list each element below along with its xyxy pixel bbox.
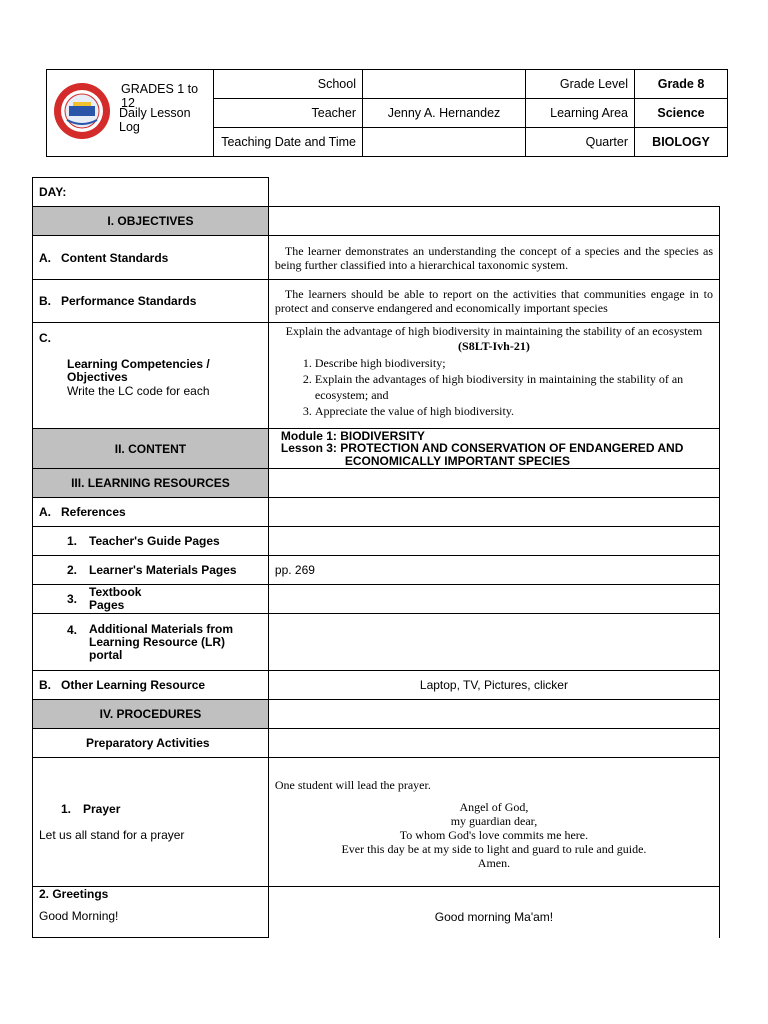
competencies-label: Learning Competencies / Objectives: [67, 357, 210, 384]
grades-label: GRADES 1 to 12: [121, 82, 199, 110]
competencies-code: (S8LT-Ivh-21): [458, 339, 530, 353]
additional-materials-row: [33, 614, 720, 671]
quarter-label: Quarter: [526, 128, 635, 157]
references-cell: [33, 498, 269, 527]
resources-header-row: [33, 469, 720, 498]
additional-materials-value: [268, 614, 719, 671]
other-resource-row: [33, 671, 720, 700]
content-standards-text: The learner demonstrates an understanding the concept of a species and the species as being further classified into a hierarchical taxonomic system.: [268, 236, 719, 280]
prayer-heading: [39, 802, 262, 816]
school-label: School: [214, 70, 363, 99]
performance-standards-row: [33, 280, 720, 323]
content-row: [33, 429, 720, 469]
competency-item: 2. Explain the advantages of high biodiversity in maintaining the stability of an ecosystem; and: [315, 371, 713, 403]
preparatory-row: [33, 729, 720, 758]
textbook-cell: [33, 585, 269, 614]
content-cell: [268, 429, 719, 469]
references-value: [268, 498, 719, 527]
additional-materials-label: Additional Materials from Learning Resource (LR) portal: [89, 621, 234, 662]
prayer-line: Angel of God,: [459, 800, 529, 814]
learning-area-label: Learning Area: [526, 99, 635, 128]
content-standards-letter: A.: [39, 250, 51, 265]
greetings-row: [33, 887, 720, 938]
objectives-value: [268, 207, 719, 236]
objectives-heading: I. OBJECTIVES: [33, 207, 269, 236]
preparatory-label: Preparatory Activities: [33, 729, 269, 758]
prayer-sub: Let us all stand for a prayer: [39, 828, 185, 842]
teachers-guide-cell: [33, 527, 269, 556]
prayer-line: Amen.: [477, 856, 511, 870]
prayer-num: 1.: [61, 802, 72, 816]
prayer-verse: [275, 800, 713, 870]
prayer-line: Ever this day be at my side to light and guard to rule and guide.: [341, 842, 647, 856]
references-letter: A.: [39, 505, 51, 519]
greetings-reply: Good morning Ma'am!: [268, 887, 719, 938]
textbook-label: Textbook Pages: [89, 585, 142, 612]
competencies-list: [275, 355, 713, 419]
day-label: DAY:: [33, 178, 269, 207]
other-resource-letter: B.: [39, 678, 51, 692]
performance-standards-text: The learners should be able to report on the activities that communities engage in to protect and conserve endangered and economically important species: [268, 280, 719, 323]
deped-seal-icon: [53, 82, 111, 140]
prayer-line: my guardian dear,: [450, 814, 538, 828]
school-value: [363, 70, 526, 99]
prayer-label: Prayer: [83, 802, 121, 816]
other-resource-label: Other Learning Resource: [61, 678, 206, 692]
greetings-sub: Good Morning!: [39, 909, 119, 923]
teachers-guide-label: Teacher's Guide Pages: [89, 534, 220, 548]
header-table: [46, 69, 728, 157]
performance-standards-cell: [33, 280, 269, 323]
competencies-main: Explain the advantage of high biodiversity in maintaining the stability of an ecosystem: [285, 324, 703, 338]
header-logo-cell: [47, 70, 214, 157]
content-lesson: Lesson 3: PROTECTION AND CONSERVATION OF ENDANGERED AND: [280, 441, 684, 456]
content-standards-row: [33, 236, 720, 280]
procedures-value: [268, 700, 719, 729]
grade-level-value: Grade 8: [635, 70, 728, 99]
teacher-label: Teacher: [214, 99, 363, 128]
teaching-date-value: [363, 128, 526, 157]
content-module: Module 1: BIODIVERSITY: [280, 428, 425, 443]
resources-heading: III. LEARNING RESOURCES: [33, 469, 269, 498]
teachers-guide-row: [33, 527, 720, 556]
prayer-lead: One student will lead the prayer.: [274, 778, 431, 792]
references-label: References: [61, 505, 126, 519]
prayer-row: [33, 758, 720, 887]
learners-materials-num: 2.: [67, 563, 78, 577]
textbook-row: [33, 585, 720, 614]
procedures-header-row: [33, 700, 720, 729]
greetings-cell: [33, 887, 269, 938]
textbook-num: 3.: [67, 592, 78, 606]
learners-materials-cell: [33, 556, 269, 585]
prayer-line: To whom God's love commits me here.: [399, 828, 589, 842]
lesson-log-table: [32, 177, 720, 938]
teacher-value: Jenny A. Hernandez: [363, 99, 526, 128]
other-resource-value: Laptop, TV, Pictures, clicker: [268, 671, 719, 700]
learners-materials-label: Learner's Materials Pages: [89, 563, 237, 577]
teachers-guide-num: 1.: [67, 534, 78, 548]
learners-materials-row: [33, 556, 720, 585]
day-row: [33, 178, 720, 207]
performance-standards-letter: B.: [39, 294, 51, 308]
day-value: [268, 178, 719, 207]
greetings-label: 2. Greetings: [39, 887, 109, 901]
learning-area-value: Science: [635, 99, 728, 128]
preparatory-value: [268, 729, 719, 758]
prayer-text-cell: [268, 758, 719, 887]
quarter-value: BIOLOGY: [635, 128, 728, 157]
content-heading: II. CONTENT: [33, 429, 269, 469]
learners-materials-value: pp. 269: [268, 556, 719, 585]
content-lesson-cont: ECONOMICALLY IMPORTANT SPECIES: [344, 453, 571, 468]
textbook-value: [268, 585, 719, 614]
competencies-letter: C.: [39, 331, 51, 345]
resources-value: [268, 469, 719, 498]
teaching-date-label: Teaching Date and Time: [214, 128, 363, 157]
competency-item: 3. Appreciate the value of high biodiversity.: [315, 403, 713, 419]
competencies-text-cell: [268, 323, 719, 429]
competencies-cell: [33, 323, 269, 429]
prayer-cell: [33, 758, 269, 887]
competency-item: 1. Describe high biodiversity;: [315, 355, 713, 371]
competencies-row: [33, 323, 720, 429]
objectives-header-row: [33, 207, 720, 236]
procedures-heading: IV. PROCEDURES: [33, 700, 269, 729]
content-standards-cell: [33, 236, 269, 280]
other-resource-cell: [33, 671, 269, 700]
grade-level-label: Grade Level: [526, 70, 635, 99]
additional-materials-cell: [33, 614, 269, 671]
competencies-sub: Write the LC code for each: [67, 384, 210, 398]
additional-materials-num: 4.: [67, 622, 78, 637]
daily-lesson-log-title: Daily Lesson Log: [119, 106, 191, 134]
content-standards-label: Content Standards: [61, 250, 169, 265]
teachers-guide-value: [268, 527, 719, 556]
references-row: [33, 498, 720, 527]
performance-standards-label: Performance Standards: [61, 294, 197, 308]
